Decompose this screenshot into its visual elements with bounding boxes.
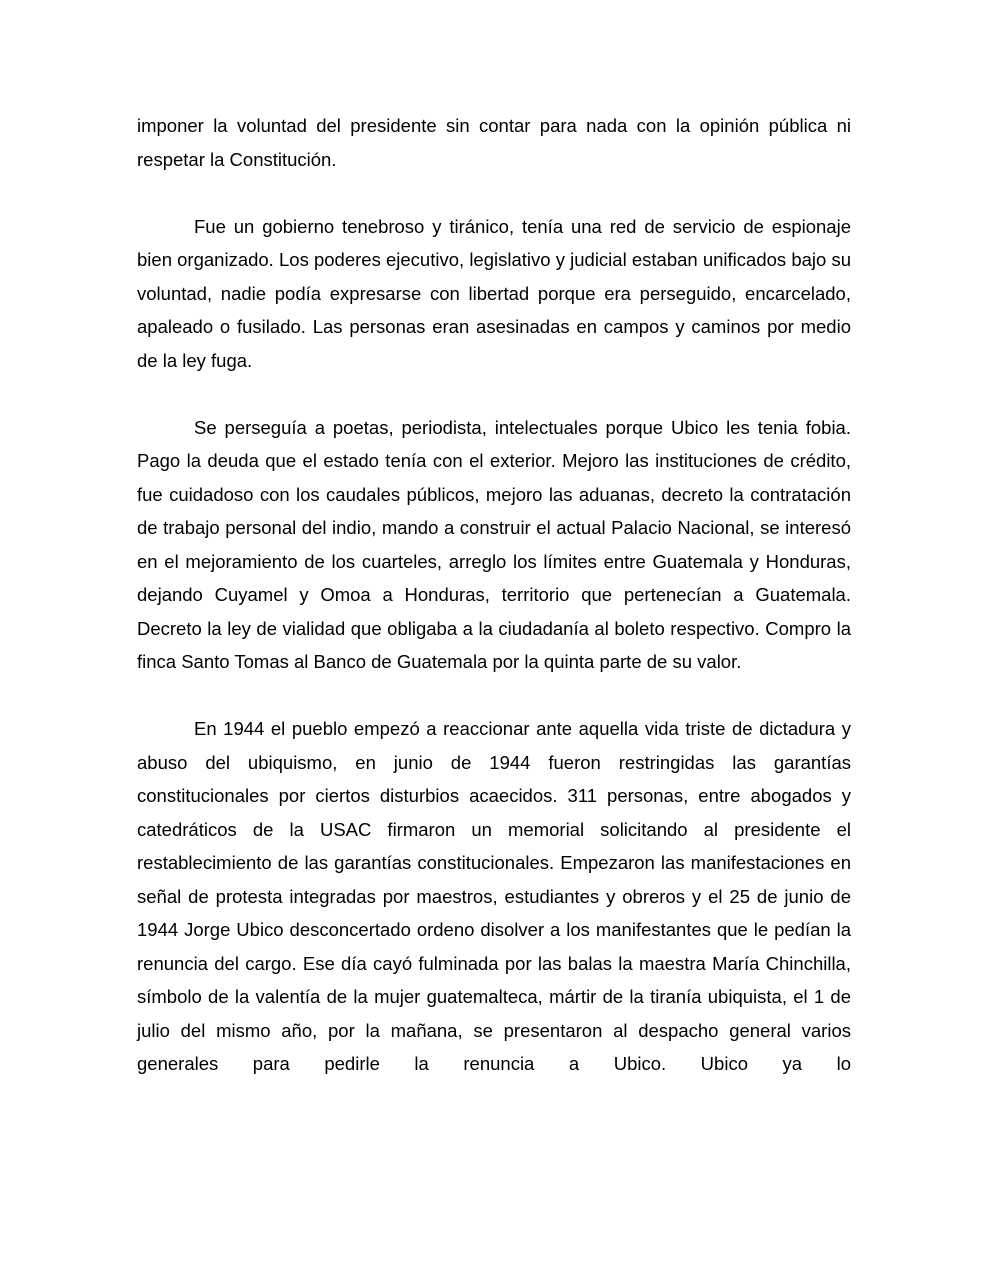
paragraph-1944: En 1944 el pueblo empezó a reaccionar ante aquella vida triste de dictadura y abuso del ubiquismo, en junio de 1944 fueron restringidas las garantías constitucionales por ciertos disturbios acaecidos. 311 personas, entre abogados y catedráticos de la USAC firmaron un memorial solicitando al presidente el restablecimiento de las garantías constitucionales. Empezaron las manifestaciones en señal de protesta integradas por maestros, estudiantes y obreros y el 25 de junio de 1944 Jorge Ubico desconcertado ordeno disolver a los manifestantes que le pedían la renuncia del cargo. Ese día cayó fulminada por las balas la maestra María Chinchilla, símbolo de la valentía de la mujer guatemalteca, mártir de la tiranía ubiquista, el 1 de julio del mismo año, por la mañana, se presentaron al despacho general varios generales para pedirle la renuncia a Ubico. Ubico ya lo — [137, 718, 851, 1074]
paragraph-gobierno: Fue un gobierno tenebroso y tiránico, tenía una red de servicio de espionaje bien organizado. Los poderes ejecutivo, legislativo y judicial estaban unificados bajo su voluntad, nadie podía expresarse con libertad porque era perseguido, encarcelado, apaleado o fusilado. Las personas eran asesinadas en campos y caminos por medio de la ley fuga. — [137, 215, 851, 371]
document-body — [137, 109, 851, 1114]
paragraph-continued: imponer la voluntad del presidente sin contar para nada con la opinión pública ni respetar la Constitución. — [137, 115, 851, 170]
paragraph-persecucion: Se perseguía a poetas, periodista, intelectuales porque Ubico les tenia fobia. Pago la deuda que el estado tenía con el exterior. Mejoro las instituciones de crédito, fue cuidadoso con los caudales públicos, mejoro las aduanas, decreto la contratación de trabajo personal del indio, mando a construir el actual Palacio Nacional, se interesó en el mejoramiento de los cuarteles, arreglo los límites entre Guatemala y Honduras, dejando Cuyamel y Omoa a Honduras, territorio que pertenecían a Guatemala. Decreto la ley de vialidad que obligaba a la ciudadanía al boleto respectivo. Compro la finca Santo Tomas al Banco de Guatemala por la quinta parte de su valor. — [137, 416, 851, 672]
